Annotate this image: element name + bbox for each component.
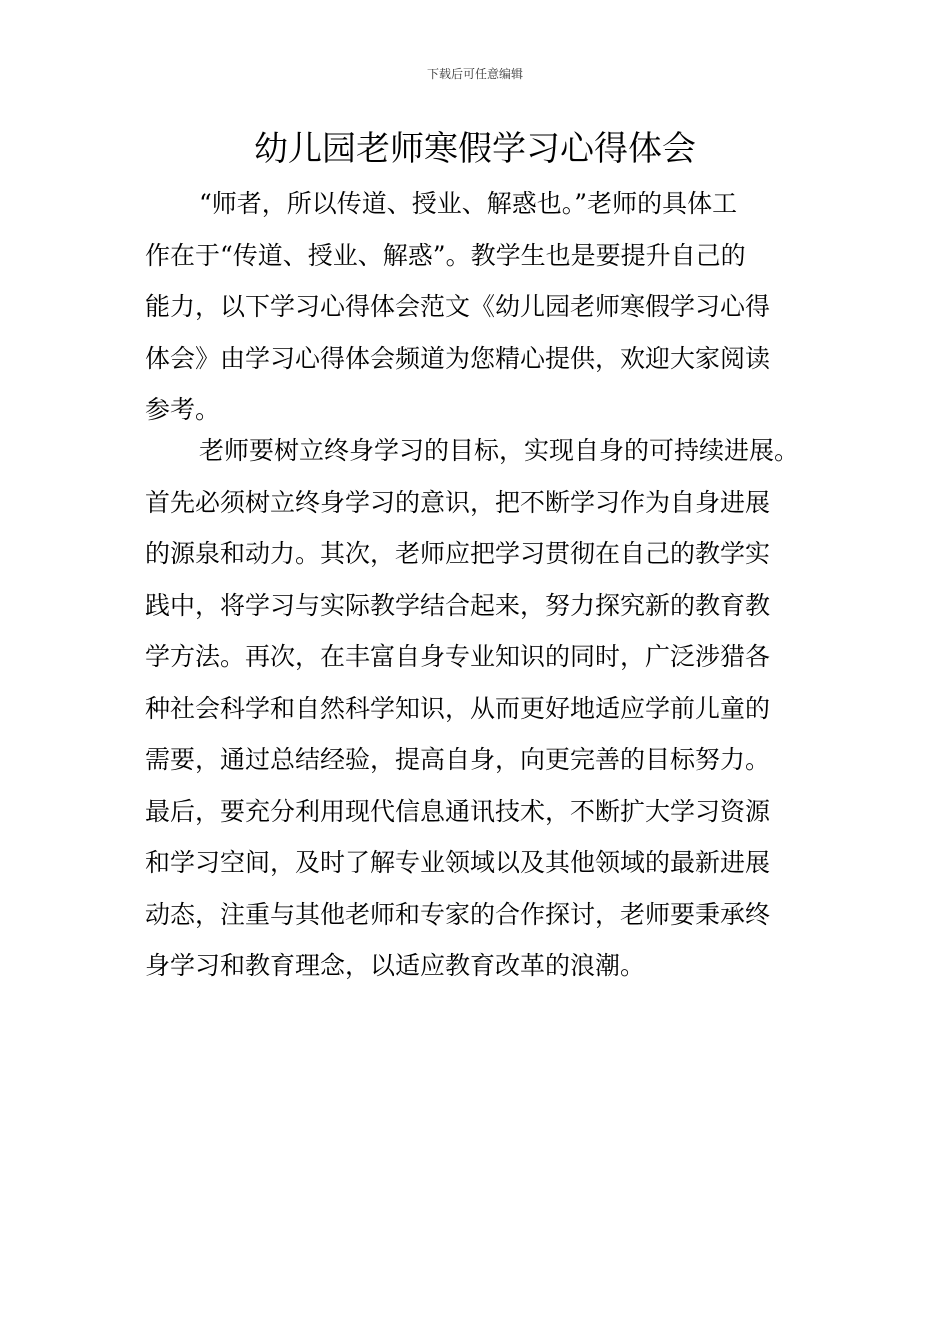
paragraph-line: 作在于“传道、授业、解惑”。教学生也是要提升自己的 bbox=[145, 240, 746, 270]
header-note: 下载后可任意编辑 bbox=[426, 67, 523, 81]
paragraph-line: 的源泉和动力。其次，老师应把学习贯彻在自己的教学实 bbox=[145, 539, 771, 568]
paragraph-line: 践中，将学习与实际教学结合起来，努力探究新的教育教 bbox=[145, 590, 771, 620]
paragraph-line: 需要，通过总结经验，提高自身，向更完善的目标努力。 bbox=[145, 745, 771, 774]
paragraph-line: 身学习和教育理念，以适应教育改革的浪潮。 bbox=[145, 951, 646, 980]
paragraph-line: 动态，注重与其他老师和专家的合作探讨，老师要秉承终 bbox=[145, 899, 771, 929]
paragraph-1 bbox=[145, 178, 810, 436]
paragraph-line: 体会》由学习心得体会频道为您精心提供，欢迎大家阅读 bbox=[145, 343, 771, 373]
paragraph-line: 老师要树立终身学习的目标，实现自身的可持续进展。 bbox=[199, 436, 800, 465]
paragraph-line: 种社会科学和自然科学知识，从而更好地适应学前儿童的 bbox=[145, 693, 771, 723]
paragraph-line: 能力，以下学习心得体会范文《幼儿园老师寒假学习心得 bbox=[145, 292, 771, 321]
paragraph-line: 参考。 bbox=[145, 395, 221, 424]
paragraph-line: 和学习空间，及时了解专业领域以及其他领域的最新进展 bbox=[145, 848, 771, 877]
paragraph-line: 首先必须树立终身学习的意识，把不断学习作为自身进展 bbox=[145, 487, 771, 517]
document-title: 幼儿园老师寒假学习心得体会 bbox=[254, 129, 696, 169]
paragraph-line: 最后，要充分利用现代信息通讯技术，不断扩大学习资源 bbox=[145, 796, 771, 826]
paragraph-2 bbox=[145, 425, 810, 992]
paragraph-line: 学方法。再次，在丰富自身专业知识的同时，广泛涉猎各 bbox=[145, 642, 771, 671]
paragraph-line: “师者，所以传道、授业、解惑也。”老师的具体工 bbox=[199, 189, 738, 218]
